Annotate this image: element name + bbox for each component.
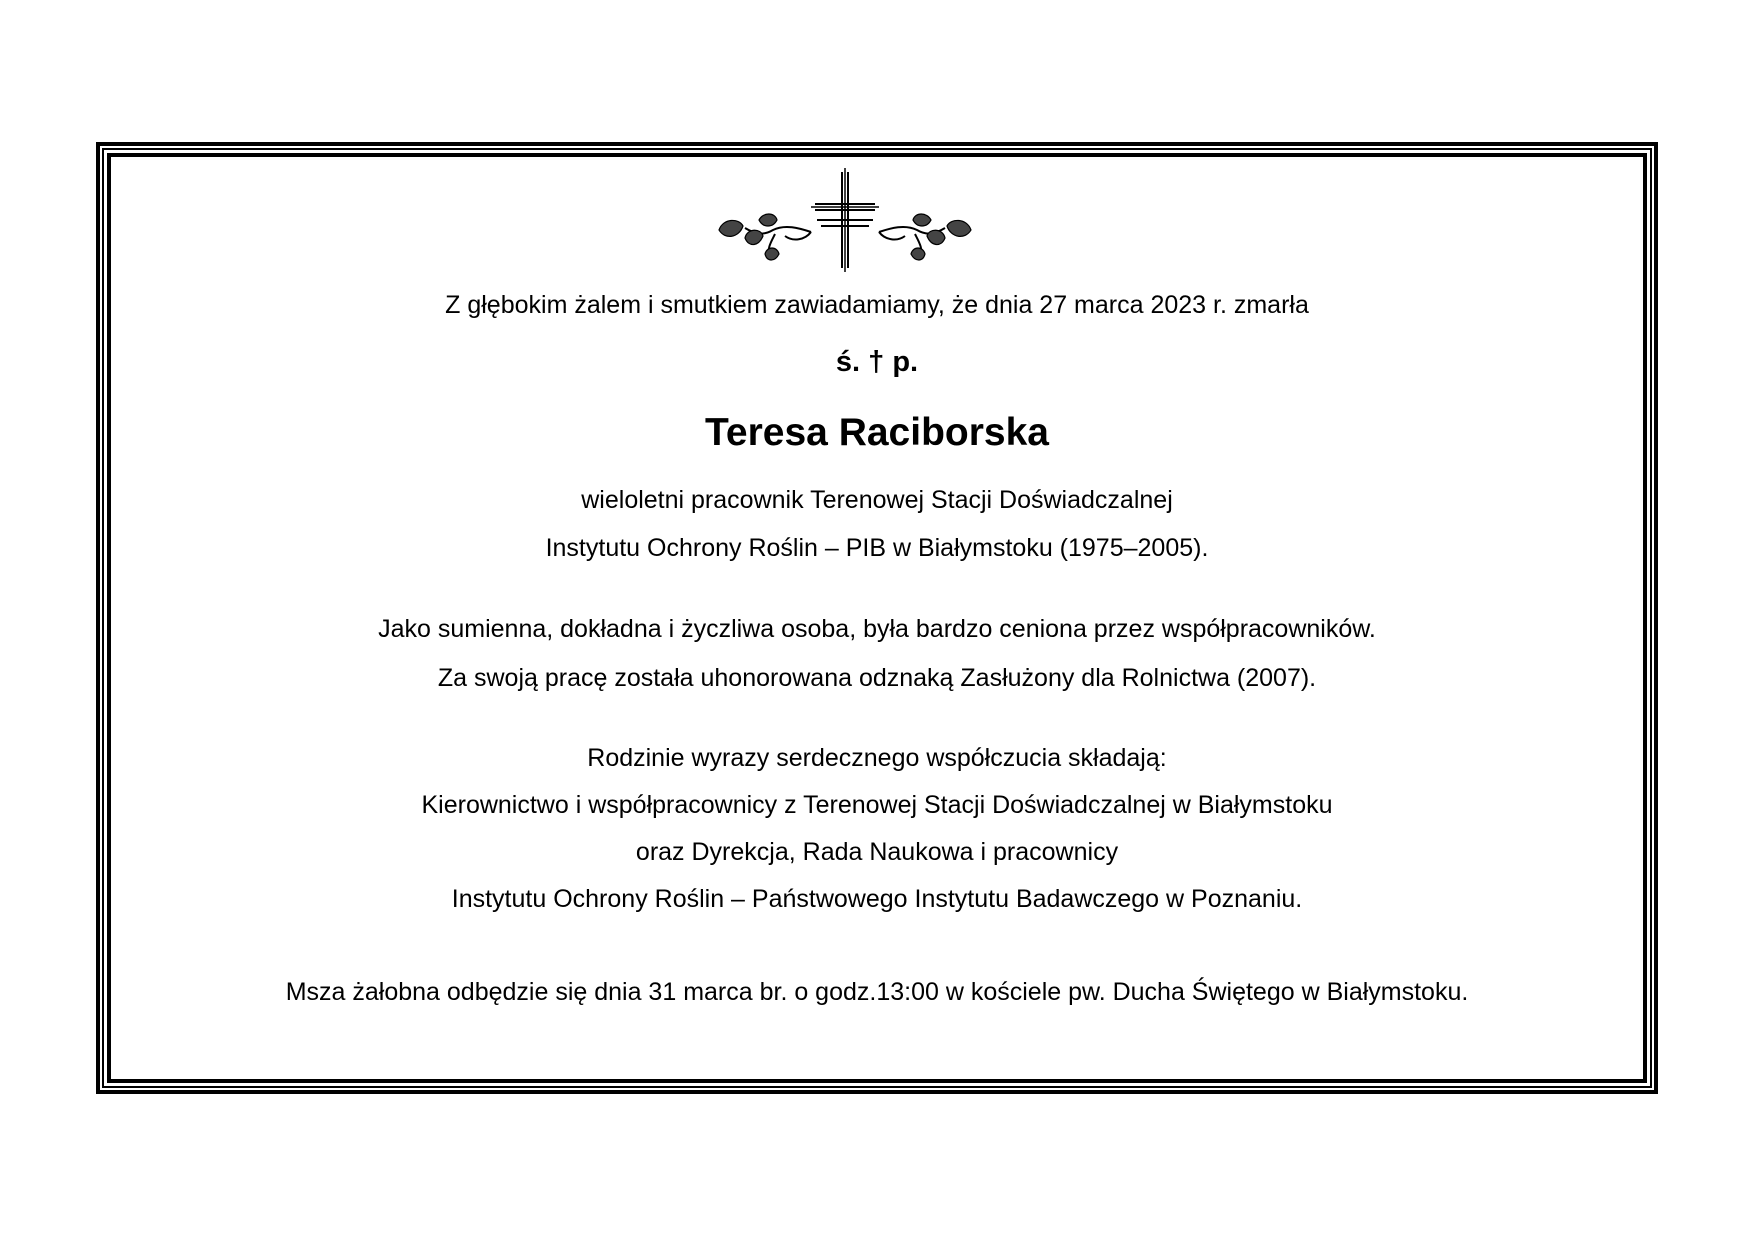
role-line-1: wieloletni pracownik Terenowej Stacji Doświadczalnej xyxy=(581,486,1173,514)
cross-with-leaves-icon xyxy=(715,168,975,273)
condolence-line-3: oraz Dyrekcja, Rada Naukowa i pracownicy xyxy=(635,838,1119,866)
condolence-line-4: Instytutu Ochrony Roślin – Państwowego Instytutu Badawczego w Poznaniu. xyxy=(451,885,1303,913)
mass-announcement: Msza żałobna odbędzie się dnia 31 marca br. o godz.13:00 w kościele pw. Ducha Świętego w Białymstoku. xyxy=(285,978,1469,1006)
condolence-line-2: Kierownictwo i współpracownicy z Terenowej Stacji Doświadczalnej w Białymstoku xyxy=(421,791,1333,819)
deceased-name: Teresa Raciborska xyxy=(705,411,1049,454)
praise-line-2: Za swoją pracę została uhonorowana odznaką Zasłużony dla Rolnictwa (2007). xyxy=(437,664,1317,692)
intro-text: Z głębokim żalem i smutkiem zawiadamiamy, że dnia 27 marca 2023 r. zmarła xyxy=(445,291,1309,319)
honorific: ś. † p. xyxy=(835,346,919,378)
role-line-2: Instytutu Ochrony Roślin – PIB w Białymstoku (1975–2005). xyxy=(545,534,1209,562)
praise-line-1: Jako sumienna, dokładna i życzliwa osoba, była bardzo ceniona przez współpracowników. xyxy=(378,615,1376,643)
condolence-line-1: Rodzinie wyrazy serdecznego współczucia składają: xyxy=(587,744,1167,772)
